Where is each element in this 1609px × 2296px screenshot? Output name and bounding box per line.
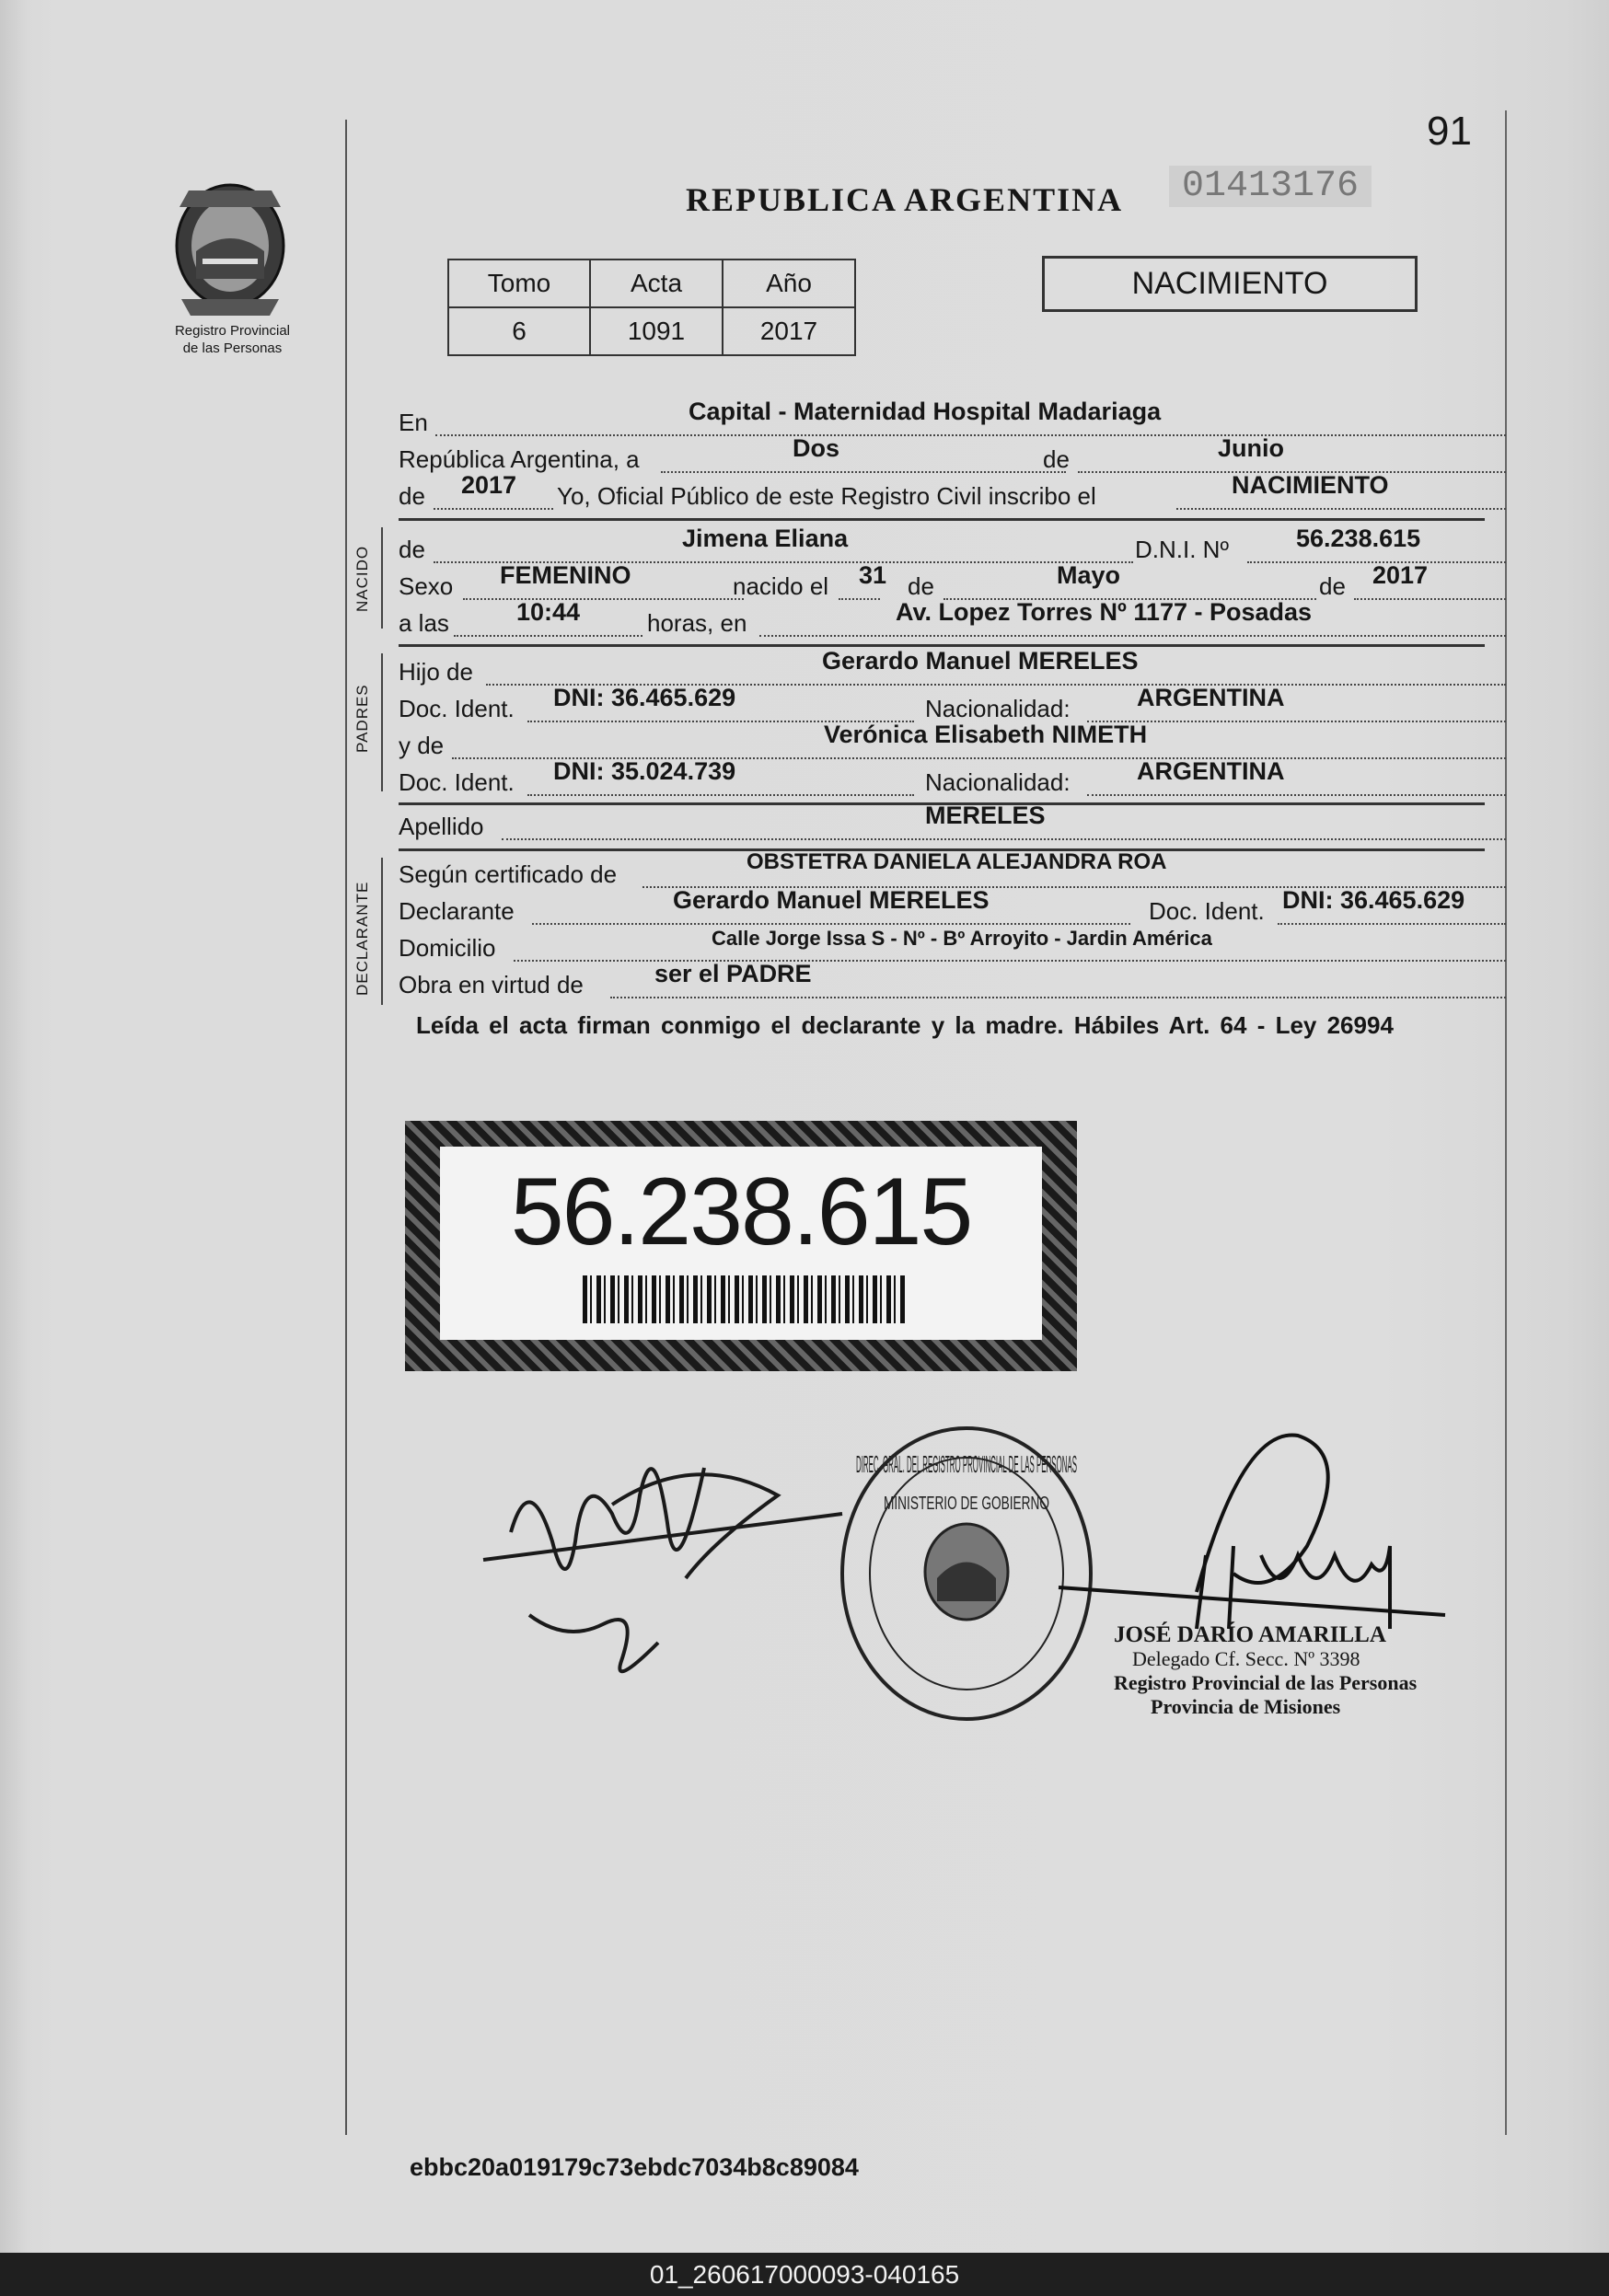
- value-capacity: ser el PADRE: [654, 960, 812, 987]
- closing-statement: Leída el acta firman conmigo el declarante y la madre. Hábiles Art. 64 - Ley 26994: [416, 1011, 1394, 1039]
- dni-sticker-number: 56.238.615: [510, 1159, 972, 1265]
- official-office: Registro Provincial de las Personas: [1114, 1671, 1418, 1694]
- row-mother-doc: Doc. Ident. DNI: 35.024.739 Nacionalidad: ARGENTINA: [399, 759, 1506, 796]
- ref-header-anio: Año: [723, 260, 855, 307]
- label-de-year: de: [399, 482, 425, 510]
- row-nacido-name: de Jimena Eliana D.N.I. Nº 56.238.615: [399, 526, 1506, 563]
- row-oficial: [399, 473, 1506, 510]
- value-mother-doc: DNI: 35.024.739: [553, 757, 736, 785]
- province-emblem-logo: [161, 170, 299, 322]
- label-en: En: [399, 409, 428, 436]
- official-name: JOSÉ DARÍO AMARILLA: [1114, 1622, 1386, 1647]
- row-declarante: Declarante Gerardo Manuel MERELES Doc. Ident. DNI: 36.465.629: [399, 888, 1506, 925]
- row-certificado: Según certificado de OBSTETRA DANIELA ALEJANDRA ROA: [399, 851, 1506, 888]
- value-birth-month: Mayo: [1057, 561, 1121, 589]
- label-oficial: Yo, Oficial Público de este Registro Civil inscribo el: [557, 482, 1096, 510]
- row-obra: Obra en virtud de ser el PADRE: [399, 962, 1506, 998]
- value-place-of-registration: Capital - Maternidad Hospital Madariaga: [689, 398, 1162, 425]
- row-mother: y de Verónica Elisabeth NIMETH: [399, 722, 1506, 759]
- seal-inner-text: MINISTERIO DE GOBIERNO: [884, 1494, 1049, 1514]
- row-nacido-time: a las 10:44 horas, en Av. Lopez Torres Nº 1177 - Posadas: [399, 600, 1506, 637]
- value-birth-year: 2017: [1372, 561, 1429, 589]
- row-republica: [399, 436, 1506, 473]
- document-title: REPUBLICA ARGENTINA: [686, 181, 1124, 218]
- value-certificate-issuer: OBSTETRA DANIELA ALEJANDRA ROA: [747, 849, 1167, 874]
- value-act-type: NACIMIENTO: [1232, 471, 1389, 499]
- row-en: [399, 399, 1506, 436]
- official-signature: [1059, 1417, 1464, 1656]
- document-hash: ebbc20a019179c73ebdc7034b8c89084: [410, 2153, 859, 2181]
- serial-number: 01413176: [1169, 166, 1372, 207]
- value-mother-name: Verónica Elisabeth NIMETH: [824, 721, 1148, 748]
- logo-caption: [138, 322, 327, 357]
- value-mother-nationality: ARGENTINA: [1137, 757, 1285, 785]
- value-child-name: Jimena Eliana: [682, 525, 849, 552]
- official-province: Provincia de Misiones: [1151, 1695, 1341, 1718]
- value-year: 2017: [461, 471, 517, 499]
- side-label-padres: PADRES: [353, 684, 371, 753]
- page-number: 91: [1427, 109, 1472, 154]
- side-label-nacido: NACIDO: [353, 545, 371, 612]
- label-republica: República Argentina, a: [399, 445, 640, 473]
- value-sex: FEMENINO: [500, 561, 631, 589]
- logo-caption-line2: de las Personas: [182, 340, 283, 356]
- ref-value-tomo: 6: [448, 307, 590, 355]
- value-declarant-doc: DNI: 36.465.629: [1282, 886, 1465, 914]
- value-day: Dos: [793, 434, 840, 462]
- row-nacido-details: Sexo FEMENINO nacido el 31 de Mayo de 2017: [399, 563, 1506, 600]
- label-de: de: [1043, 445, 1070, 473]
- value-father-doc: DNI: 36.465.629: [553, 684, 736, 711]
- reference-table: [447, 259, 856, 356]
- certificate-type-box: NACIMIENTO: [1042, 256, 1418, 312]
- file-identifier: 01_260617000093-040165: [0, 2253, 1609, 2296]
- value-birth-time: 10:44: [516, 598, 581, 626]
- ref-value-anio: 2017: [723, 307, 855, 355]
- ref-header-tomo: Tomo: [448, 260, 590, 307]
- logo-caption-line1: Registro Provincial: [174, 323, 291, 339]
- row-father-doc: Doc. Ident. DNI: 36.465.629 Nacionalidad: ARGENTINA: [399, 686, 1506, 722]
- value-declarant-name: Gerardo Manuel MERELES: [673, 886, 990, 914]
- ref-header-acta: Acta: [590, 260, 723, 307]
- row-domicilio: Domicilio Calle Jorge Issa S - Nº - Bº Arroyito - Jardin América: [399, 925, 1506, 962]
- value-father-name: Gerardo Manuel MERELES: [822, 647, 1139, 675]
- value-month: Junio: [1218, 434, 1284, 462]
- ref-value-acta: 1091: [590, 307, 723, 355]
- declarant-signature: [474, 1413, 861, 1707]
- value-child-dni: 56.238.615: [1296, 525, 1421, 552]
- value-birth-place: Av. Lopez Torres Nº 1177 - Posadas: [896, 598, 1313, 626]
- seal-outer-text: DIREC. GRAL. DEL REGISTRO PROVINCIAL DE LAS PERSONAS: [856, 1450, 1077, 1478]
- official-role: Delegado Cf. Secc. Nº 3398: [1132, 1647, 1360, 1670]
- value-address: Calle Jorge Issa S - Nº - Bº Arroyito - Jardin América: [712, 927, 1212, 950]
- value-surname: MERELES: [925, 802, 1046, 829]
- official-stamp: [1114, 1623, 1417, 1719]
- row-father: Hijo de Gerardo Manuel MERELES: [399, 649, 1506, 686]
- row-apellido: Apellido MERELES: [399, 803, 1506, 840]
- dni-sticker: [405, 1121, 1077, 1371]
- value-father-nationality: ARGENTINA: [1137, 684, 1285, 711]
- barcode: [583, 1275, 905, 1323]
- left-margin-line: [345, 120, 347, 2135]
- side-label-declarante: DECLARANTE: [353, 881, 371, 996]
- value-birth-day: 31: [859, 561, 887, 589]
